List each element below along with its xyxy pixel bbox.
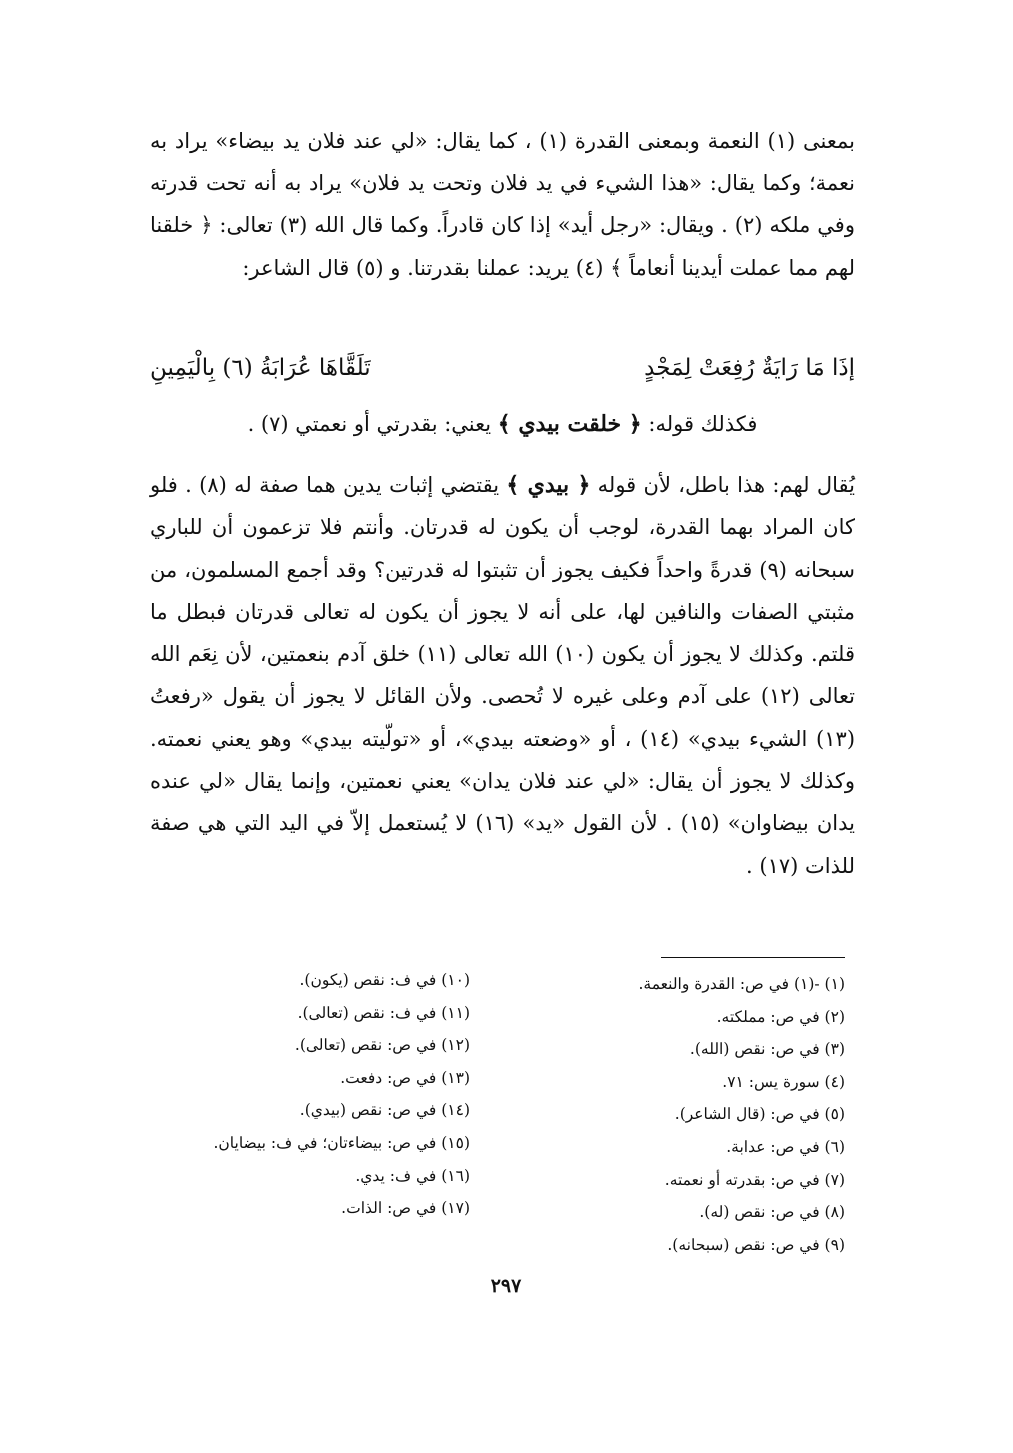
page-number: ٢٩٧ [490,1275,522,1297]
footnotes-column-right [560,968,845,1261]
footnote: (٩) في ص: نقص (سبحانه). [667,1235,845,1254]
quran-quote-bidayya: ﴿ بيدي ﴾ [506,472,591,498]
body-paragraph-1 [150,120,855,289]
footnote: (١٣) في ص: دفعت. [340,1068,470,1087]
verse-first-hemistich: إذَا مَا رَايَةٌ رُفِعَتْ لِمَجْدٍ [644,355,855,381]
commentary-rest: يعني: بقدرتي أو نعمتي (٧) . [247,412,498,436]
footnote: (٥) في ص: (قال الشاعر). [674,1105,845,1124]
footnote: (١٢) في ص: نقص (تعالى). [294,1036,470,1055]
footnote: (١٧) في ص: الذات. [341,1199,470,1218]
verse-commentary [150,404,855,444]
footnote: (١) -(١) في ص: القدرة والنعمة. [638,975,845,993]
verse-second-hemistich: تَلَقَّاهَا عُرَابَةُ (٦) بِالْيَمِينِ [150,355,371,381]
footnote: (١٠) في ف: نقص (يكون). [299,971,470,989]
footnote: (٣) في ص: نقص (الله). [689,1040,845,1059]
footnote: (١٥) في ص: بيضاءتان؛ في ف: بيضايان. [213,1133,470,1152]
footnote: (٦) في ص: عدابة. [726,1137,845,1156]
footnote: (١١) في ف: نقص (تعالى). [297,1003,470,1022]
footnotes-column-left [160,964,470,1225]
footnote: (١٦) في ف: يدي. [355,1166,470,1185]
body-paragraph-2 [150,464,855,887]
footnote: (١٤) في ص: نقص (بيدي). [299,1101,470,1120]
commentary-intro: فكذلك قوله: [641,412,758,436]
footnote: (٢) في ص: مملكته. [716,1007,845,1026]
quran-quote: ﴿ خلقت بيدي ﴾ [497,411,642,437]
footnote: (٤) سورة يس: ٧١. [722,1072,845,1091]
footnote-divider [661,957,845,958]
footnote: (٨) في ص: نقص (له). [699,1203,845,1222]
paragraph-1-text: بمعنى (١) النعمة وبمعنى القدرة (١) ، كما يقال: «لي عند فلان يد بيضاء» يراد به نعمة؛ وكما يقال: «هذا الشيء في يد فلان وتحت يد فلان» يراد به أنه تحت قدرته وفي ملكه (٢) . ويقال: «رجل أيد» إذا كان قادراً. وكما قال الله (٣) تعالى: ﴿ خلقنا لهم مما عملت أيدينا أنعاماً ﴾ (٤) يريد: عملنا بقدرتنا. و (٥) قال الشاعر: [150,129,855,280]
poetry-verse [150,348,855,388]
paragraph-2-rest: يقتضي إثبات يدين هما صفة له (٨) . فلو كان المراد بهما القدرة، لوجب أن يكون له قدرتان. وأنتم فلا تزعمون أن للباري سبحانه (٩) قدرةً واحداً فكيف يجوز أن تثبتوا له قدرتين؟ وقد أجمع المسلمون، من مثبتي الصفات والنافين لها، على أنه لا يجوز أن يكون له تعالى قدرتان فبطل ما قلتم. وكذلك لا يجوز أن يكون (١٠) الله تعالى (١١) خلق آدم بنعمتين، لأن نِعَم الله تعالى (١٢) على آدم وعلى غيره لا تُحصى. ولأن القائل لا يجوز أن يقول «رفعتُ (١٣) الشيء بيدي» (١٤) ، أو «وضعته بيدي»، أو «تولّيته بيدي» وهو يعني نعمته. وكذلك لا يجوز أن يقال: «لي عند فلان يدان» يعني نعمتين، وإنما يقال «لي عنده يدان بيضاوان» (١٥) . لأن القول «يد» (١٦) لا يُستعمل إلاّ في اليد التي هي صفة للذات (١٧) . [150,473,856,878]
paragraph-2-intro: يُقال لهم: هذا باطل، لأن قوله [590,473,856,497]
footnote: (٧) في ص: بقدرته أو نعمته. [664,1170,845,1189]
